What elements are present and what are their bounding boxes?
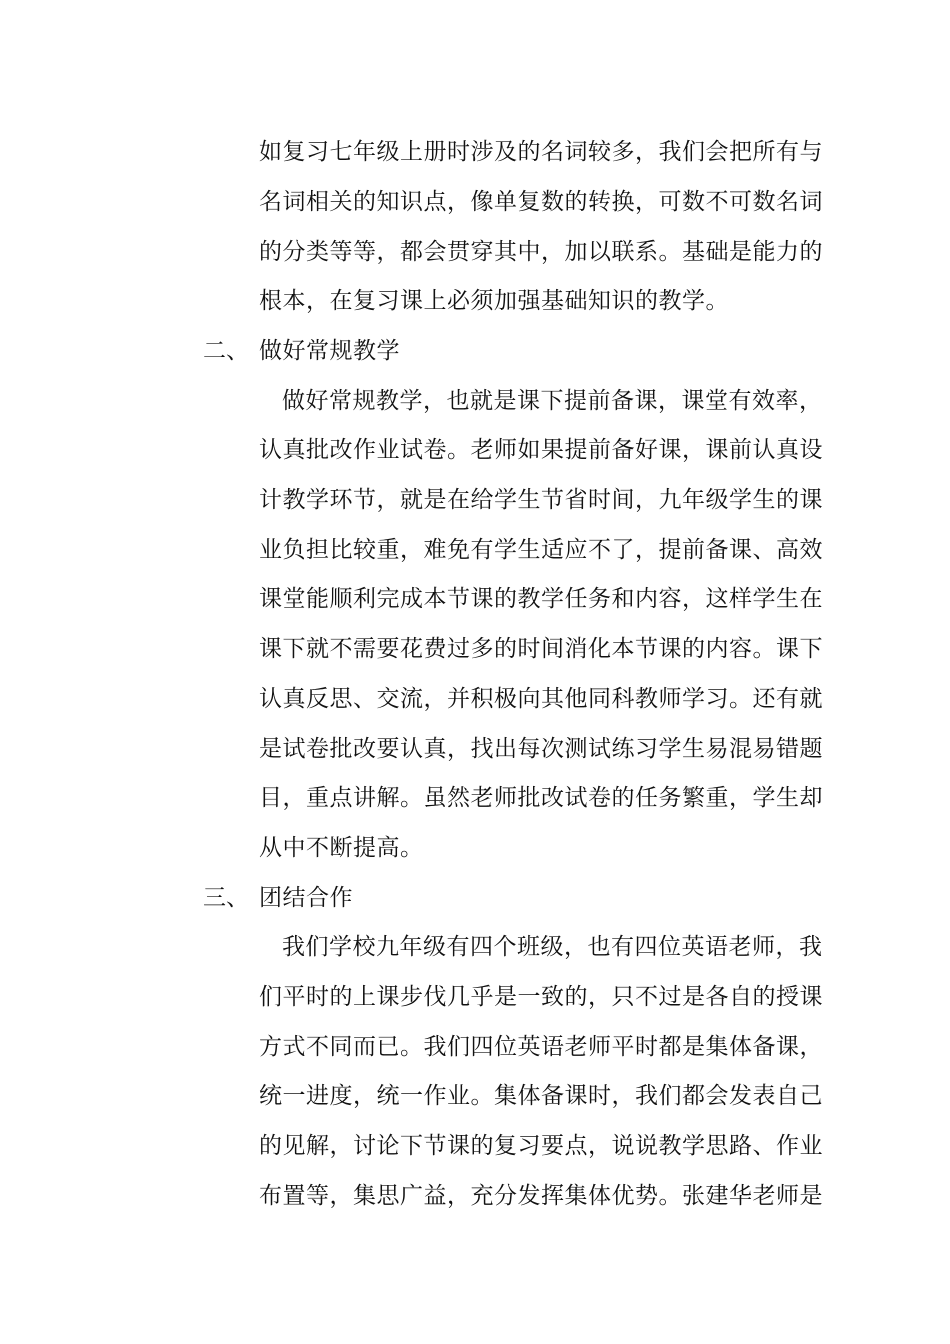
paragraph-line: 如复习七年级上册时涉及的名词较多，我们会把所有与 — [259, 139, 823, 165]
paragraph-line: 业负担比较重，难免有学生适应不了，提前备课、高效 — [259, 537, 823, 563]
paragraph-line: 课下就不需要花费过多的时间消化本节课的内容。课下 — [259, 636, 823, 662]
paragraph-line: 目，重点讲解。虽然老师批改试卷的任务繁重，学生却 — [259, 785, 823, 811]
paragraph-line: 名词相关的知识点，像单复数的转换，可数不可数名词 — [259, 189, 823, 215]
paragraph-line: 根本，在复习课上必须加强基础知识的教学。 — [259, 288, 729, 314]
paragraph-line: 做好常规教学，也就是课下提前备课，课堂有效率， — [282, 388, 823, 414]
paragraph-line: 认真反思、交流，并积极向其他同科教师学习。还有就 — [259, 686, 823, 712]
paragraph-line: 们平时的上课步伐几乎是一致的，只不过是各自的授课 — [259, 984, 823, 1010]
paragraph-line: 布置等，集思广益，充分发挥集体优势。张建华老师是 — [259, 1183, 823, 1209]
paragraph-line: 是试卷批改要认真，找出每次测试练习学生易混易错题 — [259, 736, 823, 762]
paragraph-line: 从中不断提高。 — [259, 835, 424, 861]
paragraph-line: 课堂能顺利完成本节课的教学任务和内容，这样学生在 — [259, 586, 823, 612]
paragraph-line: 我们学校九年级有四个班级，也有四位英语老师，我 — [282, 934, 823, 960]
paragraph-line: 的分类等等，都会贯穿其中，加以联系。基础是能力的 — [259, 239, 823, 265]
section-number: 二、 — [203, 338, 249, 364]
section-title: 团结合作 — [259, 885, 353, 911]
paragraph-line: 方式不同而已。我们四位英语老师平时都是集体备课， — [259, 1034, 823, 1060]
paragraph-line: 统一进度，统一作业。集体备课时，我们都会发表自己 — [259, 1083, 823, 1109]
paragraph-line: 认真批改作业试卷。老师如果提前备好课，课前认真设 — [259, 437, 823, 463]
section-number: 三、 — [203, 885, 249, 911]
section-title: 做好常规教学 — [259, 338, 400, 364]
paragraph-line: 的见解，讨论下节课的复习要点，说说教学思路、作业 — [259, 1133, 823, 1159]
paragraph-line: 计教学环节，就是在给学生节省时间，九年级学生的课 — [259, 487, 823, 513]
